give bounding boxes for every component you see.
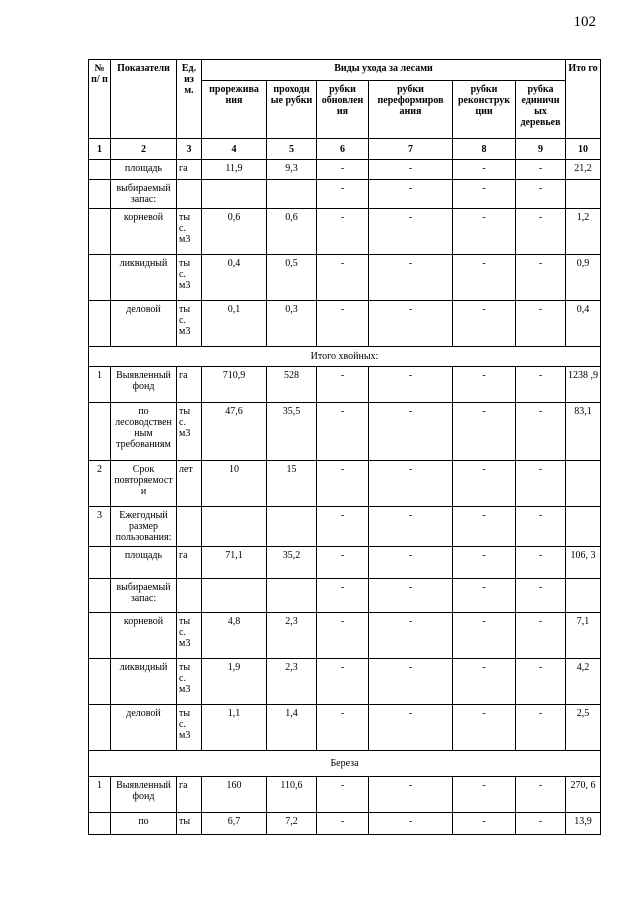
cell-indicator: по лесоводствен ным требованиям <box>111 403 177 461</box>
cell-row-number: 1 <box>89 367 111 403</box>
cell-indicator: ликвидный <box>111 255 177 301</box>
table-row <box>89 579 601 613</box>
cell-reconstruction-felling-value: - <box>453 403 516 461</box>
cell-thinning-value: 4,8 <box>202 613 267 659</box>
cell-row-number <box>89 613 111 659</box>
cell-unit: ты с. м3 <box>177 659 202 705</box>
cell-unit <box>177 507 202 547</box>
cell-total-value: 1238 ,9 <box>566 367 601 403</box>
cell-total-value: 21,2 <box>566 160 601 180</box>
cell-total-value: 13,9 <box>566 813 601 835</box>
cell-thinning-value: 1,1 <box>202 705 267 751</box>
header-sub-passage-felling: проходн ые рубки <box>267 81 317 139</box>
table-row <box>89 777 601 813</box>
cell-row-number: 3 <box>89 507 111 547</box>
cell-passage-felling-value: 7,2 <box>267 813 317 835</box>
cell-reconstruction-felling-value: - <box>453 255 516 301</box>
cell-row-number <box>89 301 111 347</box>
cell-reformation-felling-value: - <box>369 180 453 209</box>
cell-total-value <box>566 461 601 507</box>
table-row <box>89 255 601 301</box>
cell-passage-felling-value: 528 <box>267 367 317 403</box>
cell-indicator: площадь <box>111 160 177 180</box>
cell-indicator: деловой <box>111 301 177 347</box>
cell-thinning-value <box>202 579 267 613</box>
cell-renewal-felling-value: - <box>317 367 369 403</box>
header-col-unit: Ед. из м. <box>177 60 202 139</box>
cell-renewal-felling-value: - <box>317 461 369 507</box>
cell-passage-felling-value: 35,2 <box>267 547 317 579</box>
cell-single-tree-felling-value: - <box>516 813 566 835</box>
cell-thinning-value: 6,7 <box>202 813 267 835</box>
cell-single-tree-felling-value: - <box>516 367 566 403</box>
cell-passage-felling-value: 0,6 <box>267 209 317 255</box>
cell-reconstruction-felling-value: - <box>453 705 516 751</box>
cell-thinning-value: 710,9 <box>202 367 267 403</box>
table-row <box>89 813 601 835</box>
cell-row-number <box>89 255 111 301</box>
table-body <box>89 160 601 835</box>
cell-total-value: 270, 6 <box>566 777 601 813</box>
cell-reformation-felling-value: - <box>369 403 453 461</box>
cell-reformation-felling-value: - <box>369 777 453 813</box>
cell-row-number <box>89 180 111 209</box>
cell-unit: га <box>177 547 202 579</box>
cell-reconstruction-felling-value: - <box>453 507 516 547</box>
cell-single-tree-felling-value: - <box>516 461 566 507</box>
cell-total-value: 0,9 <box>566 255 601 301</box>
header-col-indicator: Показатели <box>111 60 177 139</box>
page-number: 102 <box>573 14 596 30</box>
table-row <box>89 160 601 180</box>
header-group-title: Виды ухода за лесами <box>202 60 566 81</box>
cell-single-tree-felling-value: - <box>516 160 566 180</box>
col-number: 7 <box>369 139 453 160</box>
cell-thinning-value: 0,4 <box>202 255 267 301</box>
cell-unit: ты с. м3 <box>177 613 202 659</box>
cell-single-tree-felling-value: - <box>516 579 566 613</box>
cell-reconstruction-felling-value: - <box>453 160 516 180</box>
cell-passage-felling-value: 0,5 <box>267 255 317 301</box>
cell-indicator: Выявленный фонд <box>111 777 177 813</box>
cell-reformation-felling-value: - <box>369 367 453 403</box>
table-row <box>89 180 601 209</box>
section-row <box>89 751 601 777</box>
cell-total-value: 7,1 <box>566 613 601 659</box>
cell-renewal-felling-value: - <box>317 659 369 705</box>
column-numbers-row <box>89 139 601 160</box>
cell-reconstruction-felling-value: - <box>453 180 516 209</box>
cell-unit: ты с. м3 <box>177 255 202 301</box>
cell-reconstruction-felling-value: - <box>453 461 516 507</box>
cell-reconstruction-felling-value: - <box>453 777 516 813</box>
cell-reconstruction-felling-value: - <box>453 813 516 835</box>
table-header <box>89 60 601 160</box>
cell-unit: лет <box>177 461 202 507</box>
cell-reconstruction-felling-value: - <box>453 301 516 347</box>
cell-single-tree-felling-value: - <box>516 705 566 751</box>
col-number: 3 <box>177 139 202 160</box>
cell-thinning-value: 10 <box>202 461 267 507</box>
cell-indicator: Ежегодный размер пользования: <box>111 507 177 547</box>
cell-row-number <box>89 547 111 579</box>
cell-unit: ты <box>177 813 202 835</box>
cell-total-value <box>566 507 601 547</box>
cell-reformation-felling-value: - <box>369 461 453 507</box>
cell-reformation-felling-value: - <box>369 659 453 705</box>
cell-row-number <box>89 659 111 705</box>
cell-unit: ты с. м3 <box>177 403 202 461</box>
cell-row-number <box>89 160 111 180</box>
table-row <box>89 461 601 507</box>
section-row <box>89 347 601 367</box>
cell-single-tree-felling-value: - <box>516 180 566 209</box>
cell-renewal-felling-value: - <box>317 255 369 301</box>
cell-renewal-felling-value: - <box>317 547 369 579</box>
cell-renewal-felling-value: - <box>317 301 369 347</box>
forest-care-table-container <box>88 59 600 835</box>
cell-total-value <box>566 180 601 209</box>
cell-single-tree-felling-value: - <box>516 777 566 813</box>
cell-indicator: Срок повторяемост и <box>111 461 177 507</box>
cell-reformation-felling-value: - <box>369 613 453 659</box>
cell-passage-felling-value <box>267 507 317 547</box>
header-sub-reformation-felling: рубки переформиров ания <box>369 81 453 139</box>
cell-renewal-felling-value: - <box>317 579 369 613</box>
cell-single-tree-felling-value: - <box>516 255 566 301</box>
cell-total-value <box>566 579 601 613</box>
cell-row-number: 2 <box>89 461 111 507</box>
cell-passage-felling-value <box>267 579 317 613</box>
cell-passage-felling-value: 1,4 <box>267 705 317 751</box>
cell-passage-felling-value: 110,6 <box>267 777 317 813</box>
cell-single-tree-felling-value: - <box>516 613 566 659</box>
cell-single-tree-felling-value: - <box>516 209 566 255</box>
cell-row-number <box>89 813 111 835</box>
col-number: 4 <box>202 139 267 160</box>
cell-row-number <box>89 403 111 461</box>
table-row <box>89 367 601 403</box>
cell-thinning-value: 0,6 <box>202 209 267 255</box>
cell-reformation-felling-value: - <box>369 160 453 180</box>
cell-reconstruction-felling-value: - <box>453 367 516 403</box>
cell-thinning-value: 11,9 <box>202 160 267 180</box>
cell-passage-felling-value: 0,3 <box>267 301 317 347</box>
cell-unit: ты с. м3 <box>177 705 202 751</box>
cell-thinning-value: 0,1 <box>202 301 267 347</box>
cell-total-value: 106, 3 <box>566 547 601 579</box>
cell-unit: га <box>177 777 202 813</box>
cell-total-value: 83,1 <box>566 403 601 461</box>
cell-single-tree-felling-value: - <box>516 403 566 461</box>
table-row <box>89 659 601 705</box>
cell-renewal-felling-value: - <box>317 777 369 813</box>
cell-renewal-felling-value: - <box>317 180 369 209</box>
col-number: 8 <box>453 139 516 160</box>
cell-thinning-value: 1,9 <box>202 659 267 705</box>
cell-passage-felling-value: 35,5 <box>267 403 317 461</box>
cell-thinning-value: 47,6 <box>202 403 267 461</box>
cell-passage-felling-value: 9,3 <box>267 160 317 180</box>
cell-reconstruction-felling-value: - <box>453 579 516 613</box>
cell-reconstruction-felling-value: - <box>453 659 516 705</box>
cell-indicator: ликвидный <box>111 659 177 705</box>
cell-reformation-felling-value: - <box>369 301 453 347</box>
cell-reformation-felling-value: - <box>369 705 453 751</box>
header-sub-renewal-felling: рубки обновлен ия <box>317 81 369 139</box>
cell-renewal-felling-value: - <box>317 613 369 659</box>
cell-reformation-felling-value: - <box>369 507 453 547</box>
cell-unit: га <box>177 367 202 403</box>
cell-thinning-value <box>202 180 267 209</box>
cell-reformation-felling-value: - <box>369 579 453 613</box>
cell-row-number: 1 <box>89 777 111 813</box>
cell-renewal-felling-value: - <box>317 507 369 547</box>
cell-indicator: выбираемый запас: <box>111 579 177 613</box>
header-sub-thinning: прорежива ния <box>202 81 267 139</box>
cell-reformation-felling-value: - <box>369 255 453 301</box>
cell-thinning-value: 71,1 <box>202 547 267 579</box>
cell-unit <box>177 579 202 613</box>
cell-reformation-felling-value: - <box>369 547 453 579</box>
cell-passage-felling-value <box>267 180 317 209</box>
cell-indicator: по <box>111 813 177 835</box>
col-number: 5 <box>267 139 317 160</box>
section-title: Береза <box>89 751 601 777</box>
table-row <box>89 507 601 547</box>
cell-reconstruction-felling-value: - <box>453 547 516 579</box>
table-row <box>89 403 601 461</box>
cell-indicator: корневой <box>111 613 177 659</box>
cell-renewal-felling-value: - <box>317 705 369 751</box>
cell-reconstruction-felling-value: - <box>453 209 516 255</box>
cell-row-number <box>89 209 111 255</box>
header-col-no: № п/ п <box>89 60 111 139</box>
cell-single-tree-felling-value: - <box>516 547 566 579</box>
cell-indicator: Выявленный фонд <box>111 367 177 403</box>
col-number: 10 <box>566 139 601 160</box>
cell-thinning-value: 160 <box>202 777 267 813</box>
cell-single-tree-felling-value: - <box>516 301 566 347</box>
table-row <box>89 209 601 255</box>
section-title: Итого хвойных: <box>89 347 601 367</box>
cell-renewal-felling-value: - <box>317 209 369 255</box>
cell-single-tree-felling-value: - <box>516 507 566 547</box>
cell-total-value: 2,5 <box>566 705 601 751</box>
cell-reformation-felling-value: - <box>369 209 453 255</box>
cell-total-value: 4,2 <box>566 659 601 705</box>
cell-indicator: деловой <box>111 705 177 751</box>
cell-indicator: выбираемый запас: <box>111 180 177 209</box>
cell-renewal-felling-value: - <box>317 160 369 180</box>
cell-passage-felling-value: 2,3 <box>267 613 317 659</box>
cell-unit <box>177 180 202 209</box>
cell-indicator: корневой <box>111 209 177 255</box>
header-sub-reconstruction-felling: рубки реконструк ции <box>453 81 516 139</box>
cell-row-number <box>89 579 111 613</box>
col-number: 2 <box>111 139 177 160</box>
col-number: 6 <box>317 139 369 160</box>
header-sub-single-tree-felling: рубка единичн ых деревьев <box>516 81 566 139</box>
header-col-total: Ито го <box>566 60 601 139</box>
cell-unit: ты с. м3 <box>177 209 202 255</box>
col-number: 1 <box>89 139 111 160</box>
table-row <box>89 301 601 347</box>
cell-row-number <box>89 705 111 751</box>
header-row-1 <box>89 60 601 81</box>
table-row <box>89 613 601 659</box>
cell-reconstruction-felling-value: - <box>453 613 516 659</box>
cell-renewal-felling-value: - <box>317 813 369 835</box>
cell-total-value: 1,2 <box>566 209 601 255</box>
cell-unit: га <box>177 160 202 180</box>
forest-care-table <box>88 59 601 835</box>
cell-renewal-felling-value: - <box>317 403 369 461</box>
cell-single-tree-felling-value: - <box>516 659 566 705</box>
table-row <box>89 705 601 751</box>
cell-indicator: площадь <box>111 547 177 579</box>
cell-reformation-felling-value: - <box>369 813 453 835</box>
cell-thinning-value <box>202 507 267 547</box>
col-number: 9 <box>516 139 566 160</box>
cell-total-value: 0,4 <box>566 301 601 347</box>
cell-passage-felling-value: 15 <box>267 461 317 507</box>
cell-passage-felling-value: 2,3 <box>267 659 317 705</box>
cell-unit: ты с. м3 <box>177 301 202 347</box>
table-row <box>89 547 601 579</box>
